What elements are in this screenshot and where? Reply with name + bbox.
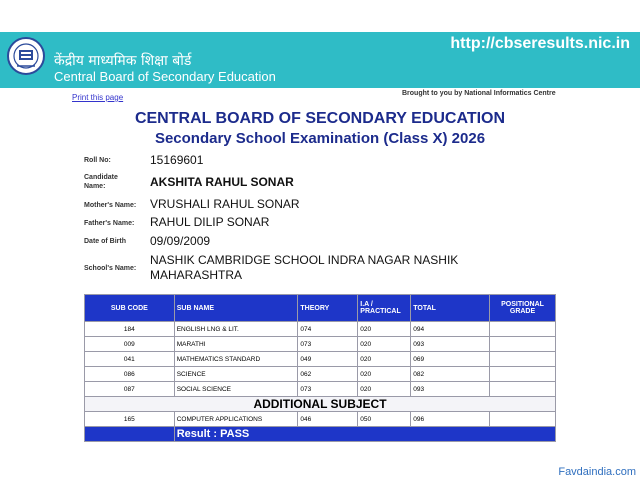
col-total: TOTAL <box>411 295 490 322</box>
sub-name-cell: SOCIAL SCIENCE <box>174 382 298 397</box>
col-sub-code: SUB CODE <box>85 295 175 322</box>
father-name-label: Father's Name: <box>84 220 135 227</box>
grade-cell <box>490 352 556 367</box>
total-cell: 082 <box>411 367 490 382</box>
grade-cell <box>490 382 556 397</box>
col-ia-label-2: PRACTICAL <box>360 308 401 315</box>
candidate-name-label-2: Name: <box>84 183 106 190</box>
father-name-value: RAHUL DILIP SONAR <box>150 215 270 229</box>
english-board-title: Central Board of Secondary Education <box>54 69 276 84</box>
result-status: Result : PASS <box>174 427 555 442</box>
table-row <box>85 382 556 397</box>
roll-no-value: 15169601 <box>150 153 204 167</box>
ia-cell: 020 <box>358 322 411 337</box>
candidate-name-value: AKSHITA RAHUL SONAR <box>150 175 294 189</box>
sub-code-cell: 041 <box>85 352 175 367</box>
dob-value: 09/09/2009 <box>150 234 211 248</box>
col-grade-label-1: POSITIONAL <box>501 301 544 308</box>
col-sub-name: SUB NAME <box>174 295 298 322</box>
additional-subject-row <box>85 397 556 412</box>
marks-table <box>84 294 556 442</box>
ia-cell: 020 <box>358 352 411 367</box>
sub-code-cell: 184 <box>85 322 175 337</box>
print-page-link[interactable]: Print this page <box>72 93 124 102</box>
sub-code-cell: 086 <box>85 367 175 382</box>
additional-subject-heading: ADDITIONAL SUBJECT <box>85 397 556 412</box>
theory-cell: 073 <box>298 382 358 397</box>
ia-cell: 050 <box>358 412 411 427</box>
sub-code-cell: 009 <box>85 337 175 352</box>
result-row <box>85 427 556 442</box>
result-spacer-cell <box>85 427 175 442</box>
ia-cell: 020 <box>358 367 411 382</box>
sub-code-cell: 165 <box>85 412 175 427</box>
grade-cell <box>490 337 556 352</box>
theory-cell: 073 <box>298 337 358 352</box>
col-ia-practical <box>358 295 411 322</box>
total-cell: 069 <box>411 352 490 367</box>
theory-cell: 046 <box>298 412 358 427</box>
school-name-line1: NASHIK CAMBRIDGE SCHOOL INDRA NAGAR NASHIK <box>150 253 459 267</box>
school-name-line2: MAHARASHTRA <box>150 268 243 282</box>
mother-name-value: VRUSHALI RAHUL SONAR <box>150 197 300 211</box>
total-cell: 093 <box>411 382 490 397</box>
mother-name-label: Mother's Name: <box>84 202 137 209</box>
sub-name-cell: SCIENCE <box>174 367 298 382</box>
theory-cell: 049 <box>298 352 358 367</box>
col-theory: THEORY <box>298 295 358 322</box>
sub-code-cell: 087 <box>85 382 175 397</box>
board-heading: CENTRAL BOARD OF SECONDARY EDUCATION <box>134 110 506 127</box>
roll-no-label: Roll No: <box>84 157 111 164</box>
table-row <box>85 352 556 367</box>
table-row <box>85 322 556 337</box>
total-cell: 096 <box>411 412 490 427</box>
ia-cell: 020 <box>358 382 411 397</box>
exam-heading: Secondary School Examination (Class X) 2026 <box>154 130 486 147</box>
cbse-logo <box>6 36 46 76</box>
candidate-name-label-1: Candidate <box>84 174 118 181</box>
sub-name-cell: COMPUTER APPLICATIONS <box>174 412 298 427</box>
sub-name-cell: ENGLISH LNG & LIT. <box>174 322 298 337</box>
dob-label: Date of Birth <box>84 238 126 245</box>
site-url[interactable]: http://cbseresults.nic.in <box>450 35 630 52</box>
site-watermark: Favdaindia.com <box>558 466 636 478</box>
grade-cell <box>490 412 556 427</box>
total-cell: 094 <box>411 322 490 337</box>
hindi-board-title: केंद्रीय माध्यमिक शिक्षा बोर्ड <box>54 53 192 69</box>
col-positional-grade <box>490 295 556 322</box>
grade-cell <box>490 322 556 337</box>
total-cell: 093 <box>411 337 490 352</box>
table-row <box>85 412 556 427</box>
table-row <box>85 337 556 352</box>
brought-by-text: Brought to you by National Informatics Centre <box>402 90 556 97</box>
col-ia-label-1: I.A / <box>360 301 373 308</box>
marks-header-row <box>85 295 556 322</box>
ia-cell: 020 <box>358 337 411 352</box>
theory-cell: 062 <box>298 367 358 382</box>
col-grade-label-2: GRADE <box>509 308 536 315</box>
sub-name-cell: MATHEMATICS STANDARD <box>174 352 298 367</box>
table-row <box>85 367 556 382</box>
sub-name-cell: MARATHI <box>174 337 298 352</box>
school-name-label: School's Name: <box>84 265 137 272</box>
theory-cell: 074 <box>298 322 358 337</box>
grade-cell <box>490 367 556 382</box>
